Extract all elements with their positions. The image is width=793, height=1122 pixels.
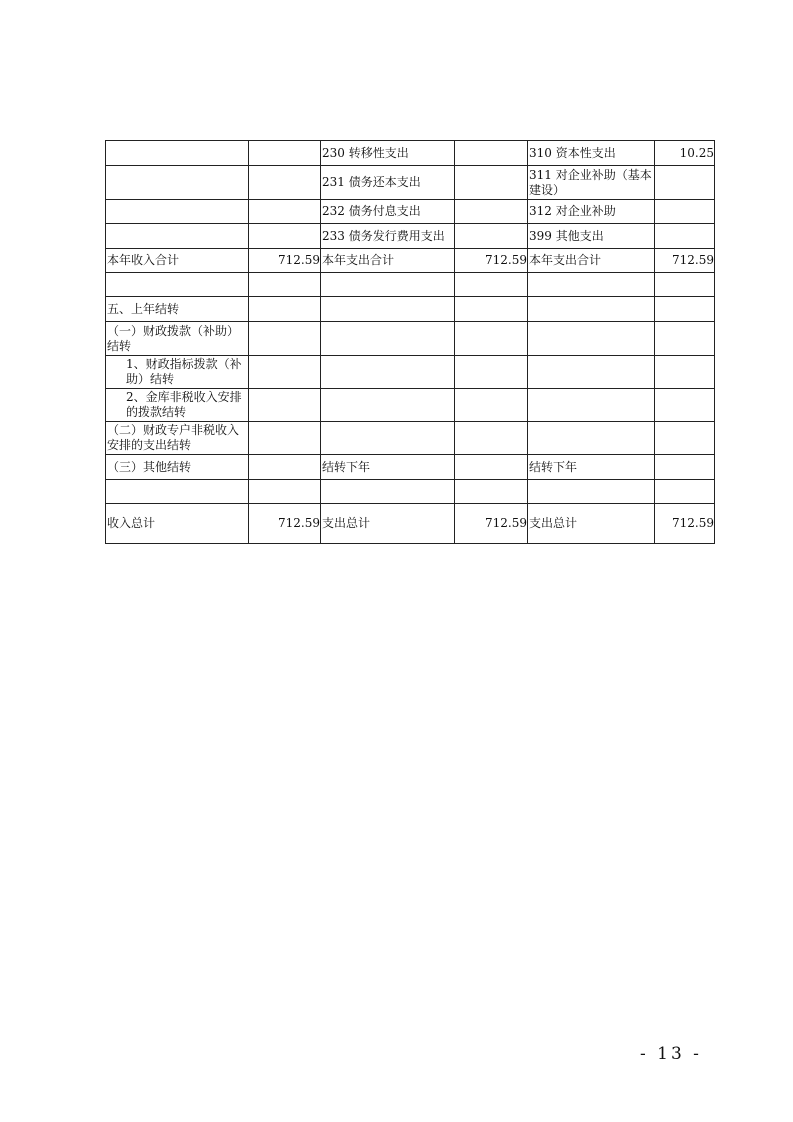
carryover-subitem: 1、财政指标拨款（补助）结转 xyxy=(106,356,249,389)
carry-forward-label: 结转下年 xyxy=(321,455,455,480)
carryover-subitem: 2、金库非税收入安排的拨款结转 xyxy=(106,389,249,422)
income-amount-cell xyxy=(249,356,321,389)
expense-total-value: 712.59 xyxy=(655,249,715,273)
expense-economic-amount-cell xyxy=(655,224,715,249)
expense-economic-cell xyxy=(528,389,655,422)
expense-function-cell: 230 转移性支出 xyxy=(321,141,455,166)
income-item-cell xyxy=(106,273,249,297)
expense-economic-amount-cell xyxy=(655,200,715,224)
income-item-cell xyxy=(106,224,249,249)
expense-economic-cell xyxy=(528,480,655,504)
expense-economic-cell xyxy=(528,273,655,297)
income-amount-cell xyxy=(249,141,321,166)
expense-economic-amount-cell xyxy=(655,422,715,455)
expense-economic-amount-cell xyxy=(655,166,715,200)
expense-economic-amount-cell xyxy=(655,297,715,322)
expense-economic-cell: 312 对企业补助 xyxy=(528,200,655,224)
expense-function-amount-cell xyxy=(455,322,528,356)
expense-function-amount-cell xyxy=(455,224,528,249)
expense-function-cell: 232 债务付息支出 xyxy=(321,200,455,224)
carryover-item: （三）其他结转 xyxy=(106,455,249,480)
income-amount-cell xyxy=(249,166,321,200)
expense-function-amount-cell xyxy=(455,422,528,455)
table-row xyxy=(106,504,715,544)
expense-function-cell xyxy=(321,322,455,356)
income-item-cell xyxy=(106,200,249,224)
income-total-label: 本年收入合计 xyxy=(106,249,249,273)
carry-forward-label: 结转下年 xyxy=(528,455,655,480)
expense-economic-cell xyxy=(528,297,655,322)
table-row xyxy=(106,389,715,422)
expense-function-amount-cell xyxy=(455,356,528,389)
expense-total-label: 本年支出合计 xyxy=(321,249,455,273)
expense-function-amount-cell xyxy=(455,455,528,480)
page-number: - 13 - xyxy=(640,1044,702,1064)
expense-function-amount-cell xyxy=(455,297,528,322)
expense-economic-amount-cell xyxy=(655,322,715,356)
table-row xyxy=(106,297,715,322)
grand-expense-total-value: 712.59 xyxy=(655,504,715,544)
income-total-value: 712.59 xyxy=(249,249,321,273)
table-row xyxy=(106,455,715,480)
income-amount-cell xyxy=(249,200,321,224)
table-row xyxy=(106,224,715,249)
expense-function-cell xyxy=(321,480,455,504)
expense-function-cell xyxy=(321,422,455,455)
expense-function-amount-cell xyxy=(455,480,528,504)
expense-function-amount-cell xyxy=(455,166,528,200)
table-row xyxy=(106,166,715,200)
table-row xyxy=(106,200,715,224)
expense-function-cell xyxy=(321,273,455,297)
expense-economic-amount-cell: 10.25 xyxy=(655,141,715,166)
table-row xyxy=(106,322,715,356)
grand-expense-total-label: 支出总计 xyxy=(321,504,455,544)
table-row xyxy=(106,356,715,389)
table-row xyxy=(106,141,715,166)
expense-function-cell xyxy=(321,297,455,322)
expense-economic-amount-cell xyxy=(655,273,715,297)
expense-function-amount-cell xyxy=(455,141,528,166)
grand-income-total-value: 712.59 xyxy=(249,504,321,544)
income-item-cell xyxy=(106,166,249,200)
income-amount-cell xyxy=(249,224,321,249)
expense-economic-cell xyxy=(528,322,655,356)
carryover-heading: 五、上年结转 xyxy=(106,297,249,322)
table-row xyxy=(106,480,715,504)
table-row xyxy=(106,273,715,297)
income-amount-cell xyxy=(249,422,321,455)
income-item-cell xyxy=(106,141,249,166)
income-amount-cell xyxy=(249,455,321,480)
expense-function-cell: 233 债务发行费用支出 xyxy=(321,224,455,249)
expense-economic-cell: 399 其他支出 xyxy=(528,224,655,249)
income-amount-cell xyxy=(249,480,321,504)
carryover-item: （一）财政拨款（补助）结转 xyxy=(106,322,249,356)
budget-table xyxy=(105,140,715,544)
expense-economic-cell xyxy=(528,422,655,455)
expense-function-amount-cell xyxy=(455,389,528,422)
expense-economic-cell: 311 对企业补助（基本建设） xyxy=(528,166,655,200)
expense-function-amount-cell xyxy=(455,273,528,297)
expense-total-label: 本年支出合计 xyxy=(528,249,655,273)
expense-economic-cell xyxy=(528,356,655,389)
grand-expense-total-label: 支出总计 xyxy=(528,504,655,544)
expense-economic-amount-cell xyxy=(655,389,715,422)
income-amount-cell xyxy=(249,273,321,297)
grand-expense-total-value: 712.59 xyxy=(455,504,528,544)
income-item-cell xyxy=(106,480,249,504)
income-amount-cell xyxy=(249,389,321,422)
expense-function-amount-cell xyxy=(455,200,528,224)
expense-economic-amount-cell xyxy=(655,480,715,504)
expense-function-cell xyxy=(321,356,455,389)
grand-income-total-label: 收入总计 xyxy=(106,504,249,544)
expense-economic-amount-cell xyxy=(655,356,715,389)
expense-economic-cell: 310 资本性支出 xyxy=(528,141,655,166)
income-amount-cell xyxy=(249,297,321,322)
table-row xyxy=(106,422,715,455)
income-amount-cell xyxy=(249,322,321,356)
expense-function-cell: 231 债务还本支出 xyxy=(321,166,455,200)
carryover-item: （二）财政专户非税收入安排的支出结转 xyxy=(106,422,249,455)
expense-total-value: 712.59 xyxy=(455,249,528,273)
expense-function-cell xyxy=(321,389,455,422)
expense-economic-amount-cell xyxy=(655,455,715,480)
table-row xyxy=(106,249,715,273)
